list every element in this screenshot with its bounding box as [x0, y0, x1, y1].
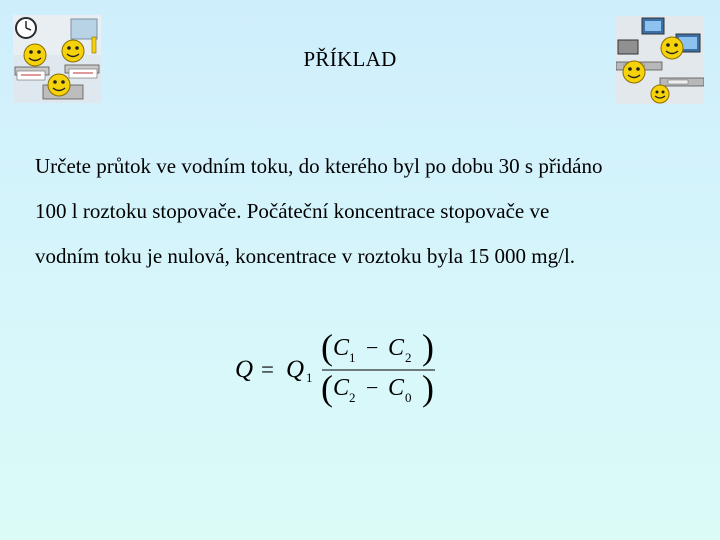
denominator-c0-subscript: 0: [405, 390, 412, 405]
numerator-c2: C: [388, 335, 405, 361]
formula-equals: =: [261, 357, 274, 382]
problem-line: Určete průtok ve vodním toku, do kterého byl po dobu 30 s přidáno: [35, 154, 603, 178]
smiley-classroom-clipart-icon: [13, 15, 101, 103]
problem-statement: [35, 144, 705, 279]
problem-line: 100 l roztoku stopovače. Počáteční koncentrace stopovače ve: [35, 199, 550, 223]
numerator-c1-subscript: 1: [349, 350, 356, 365]
numerator-open-paren: (: [321, 327, 333, 367]
dilution-formula: [232, 322, 452, 412]
formula-q1: Q: [286, 356, 305, 383]
denominator-c0: C: [388, 375, 405, 401]
formula-q1-subscript: 1: [306, 370, 313, 385]
numerator-c1: C: [333, 335, 350, 361]
problem-line: vodním toku je nulová, koncentrace v roztoku byla 15 000 mg/l.: [35, 244, 576, 268]
slide-title: PŘÍKLAD: [303, 47, 397, 71]
denominator-c2: C: [333, 375, 350, 401]
numerator-c2-subscript: 2: [405, 350, 412, 365]
denominator-c2-subscript: 2: [349, 390, 356, 405]
smiley-computer-lab-clipart-icon: [616, 16, 704, 104]
denominator-close-paren: ): [422, 368, 434, 408]
numerator-close-paren: ): [422, 327, 434, 367]
numerator-minus: −: [366, 335, 379, 360]
denominator-minus: −: [366, 375, 379, 400]
formula-lhs-q: Q: [235, 356, 254, 383]
denominator-open-paren: (: [321, 368, 333, 408]
